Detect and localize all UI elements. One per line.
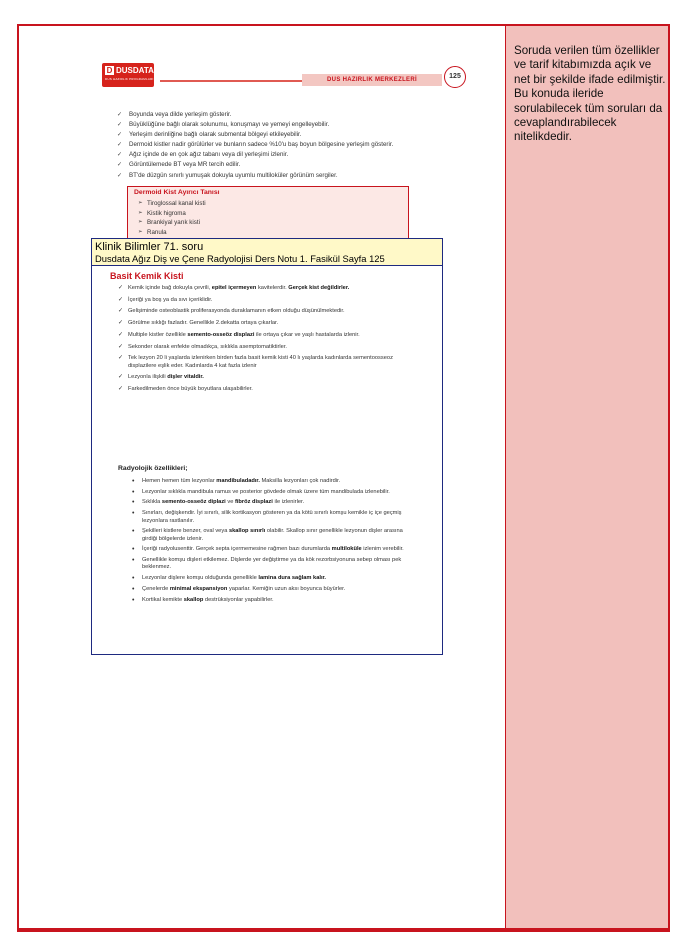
item-text: Kemik içinde bağ dokuyla çevrili, xyxy=(128,285,212,291)
radiology-title: Radyolojik özellikleri; xyxy=(118,465,188,472)
item-emphasis: skallop sınırlı xyxy=(228,528,266,535)
list-item: ✓ BT'de düzgün sınırlı yumuşak dokuyla uyumlu multiloküler görünüm sergiler. xyxy=(117,172,417,181)
item-text: Gelişiminde osteoblastik proliferasyonda duraklamanın etken olduğu düşünülmektedir. xyxy=(128,308,345,315)
list-item xyxy=(118,355,414,370)
list-item xyxy=(118,297,414,304)
dd-list xyxy=(138,199,206,237)
item-text: ile izlenirler. xyxy=(272,499,305,506)
item-emphasis: dişler vitaldir. xyxy=(167,374,204,381)
list-item xyxy=(132,575,416,582)
list-item xyxy=(118,344,414,351)
list-item xyxy=(118,320,414,327)
item-text: Sekonder olarak enfekte olmadıkça, sıklıkla asemptomatiktirler. xyxy=(128,343,288,350)
book-page-header xyxy=(102,63,466,93)
bone-cyst-features-list xyxy=(118,285,414,398)
item-text: izlenim verebilir. xyxy=(361,546,404,553)
document-frame xyxy=(17,24,670,932)
item-text: Kortikal kemikte xyxy=(142,596,184,603)
logo-mark-icon: D xyxy=(106,66,113,75)
overlay-source-ref: Dusdata Ağız Diş ve Çene Radyolojisi Ders Notu 1. Fasikül Sayfa 125 xyxy=(95,253,385,264)
list-item xyxy=(132,489,416,496)
dd-box-title: Dermoid Kist Ayırıcı Tanısı xyxy=(134,189,220,196)
list-item xyxy=(118,332,414,339)
list-item xyxy=(132,478,416,485)
overlay-question-ref: Klinik Bilimler 71. soru xyxy=(95,241,204,253)
item-text: Tek lezyon 20 li yaşlarda izlenirken birden fazla basit kemik kisti 40 lı yaşlarda kadınlarda sementoosseoz displazilere eşlik eder. Kadınlarda 4 kat fazla izlenir xyxy=(128,355,393,369)
list-item: ✓ Yerleşim derinliğine bağlı olarak submental bölgeyi etkileyebilir. xyxy=(117,131,417,140)
item-text: Multiple kistler özellikle xyxy=(128,331,188,338)
item-text: kavitelerdir. xyxy=(256,285,289,291)
list-item xyxy=(118,374,414,381)
item-emphasis: skallop xyxy=(183,596,204,603)
list-item xyxy=(132,546,416,553)
list-item xyxy=(132,528,416,543)
item-emphasis: epitel içermeyen xyxy=(211,285,257,291)
item-text: yaparlar. Kemiğin uzun aksı boyunca büyürler. xyxy=(227,585,346,592)
item-text: destrüksiyonlar yapabilirler. xyxy=(203,596,274,603)
differential-diagnosis-box xyxy=(127,186,409,244)
item-emphasis: minimal ekspansiyon xyxy=(169,585,228,592)
list-item: ✓ Büyüklüğüne bağlı olarak solunumu, konuşmayı ve yemeyi engelleyebilir. xyxy=(117,121,417,130)
logo-text: DUSDATA xyxy=(116,66,154,75)
radiology-features-list xyxy=(132,478,416,607)
list-item: ✓ Boyunda veya dilde yerleşim gösterir. xyxy=(117,111,417,120)
list-item xyxy=(118,285,414,292)
item-emphasis: Gerçek kist değildirler. xyxy=(288,285,350,291)
item-text: Lezyonlar dişlere komşu olduğunda genellikle xyxy=(142,575,259,582)
list-item xyxy=(118,386,414,393)
item-emphasis: fibröz displazi xyxy=(234,499,273,506)
section-title: Basit Kemik Kisti xyxy=(110,271,184,281)
item-text: Sınırları, değişkendir. İyi sınırlı, silik kortikasyon gösteren ya da kötü sınırlı komşu kemikle iç içe geçmiş lezyonlara rastlanılır. xyxy=(142,510,402,524)
item-text: Sıklıkla xyxy=(142,499,162,506)
dd-list-item: ➢ Brankiyal yarık kisti xyxy=(138,218,206,228)
list-item xyxy=(132,510,416,525)
dusdata-logo xyxy=(102,63,154,87)
list-item: ✓ Ağız içinde de en çok ağız tabanı veya dil yerleşimi izlenir. xyxy=(117,151,417,160)
item-text: Şekilleri kistlere benzer, oval veya xyxy=(142,528,229,535)
item-text: Lezyonla ilişkili xyxy=(128,374,168,381)
item-text: Lezyonlar sıklıkla mandibula ramus ve posterior gövdede olmak üzere tüm mandibulada izlenebilir. xyxy=(142,488,390,495)
item-emphasis: semento-osseöz diplazi xyxy=(161,499,226,506)
list-item: ✓ Görüntülemede BT veya MR tercih edilir. xyxy=(117,161,417,170)
header-band-label: DUS HAZIRLIK MERKEZLERİ xyxy=(302,74,442,86)
item-text: Hemen hemen tüm lezyonlar xyxy=(142,478,217,484)
side-note-text: Soruda verilen tüm özellikler ve tarif kitabımızda açık ve net bir şekilde ifade edilmiştir. Bu konuda ileride sorulabilecek tüm soruları da cevaplandırabilecek nitelikdedir. xyxy=(514,44,666,144)
source-overlay-box xyxy=(91,238,443,655)
dd-list-item: ➢ Ranula xyxy=(138,228,206,238)
top-check-list xyxy=(117,111,417,182)
item-text: olabilir. Skallop sınır genellikle lezyonun dişler arasına girdiği bölgelerde izlenir. xyxy=(142,528,403,542)
item-emphasis: semento-osseöz displazi xyxy=(187,331,255,338)
item-text: Görülme sıklığı fazladır. Genellikle 2.dekatta ortaya çıkarlar. xyxy=(128,320,279,327)
logo-subtitle: DUS HAZIRLIK PROGRAMLARI xyxy=(105,77,154,81)
side-note-panel xyxy=(505,26,668,928)
dd-list-item: ➢ Kistik higroma xyxy=(138,209,206,219)
dd-list-item: ➢ Tiroglossal kanal kisti xyxy=(138,199,206,209)
list-item: ✓ Dermoid kistler nadir görülürler ve bunların sadece %10'u baş boyun bölgesine yerleşim gösterir. xyxy=(117,141,417,150)
list-item xyxy=(132,586,416,593)
item-emphasis: lamina dura sağlam kalır. xyxy=(258,575,327,582)
item-text: İçeriği ya boş ya da sıvı içeriklidir. xyxy=(128,296,213,303)
list-item xyxy=(132,597,416,604)
item-text: ve xyxy=(225,499,235,506)
page-number-badge: 125 xyxy=(444,66,466,88)
list-item xyxy=(132,499,416,506)
overlay-header xyxy=(92,239,442,266)
item-text: ile ortaya çıkar ve yaşlı hastalarda izlenir. xyxy=(254,331,360,338)
item-text: Maksilla lezyonları çok nadirdir. xyxy=(259,478,341,484)
item-emphasis: multiloküle xyxy=(331,546,362,553)
list-item xyxy=(118,308,414,315)
list-item xyxy=(132,557,416,572)
item-text: Genellikle komşu dişleri etkilemez. Dişlerde yer değiştirme ya da kök rezorbsiyonuna sebep olması pek beklenmez. xyxy=(142,557,402,571)
item-text: Çenelerde xyxy=(142,585,170,592)
item-text: Farkedilmeden önce büyük boyutlara ulaşabilirler. xyxy=(128,386,253,393)
item-text: İçeriği radyolusenttir. Gerçek septa içermemesine rağmen bazı durumlarda xyxy=(142,546,332,553)
item-emphasis: mandibuladadır. xyxy=(216,478,260,484)
